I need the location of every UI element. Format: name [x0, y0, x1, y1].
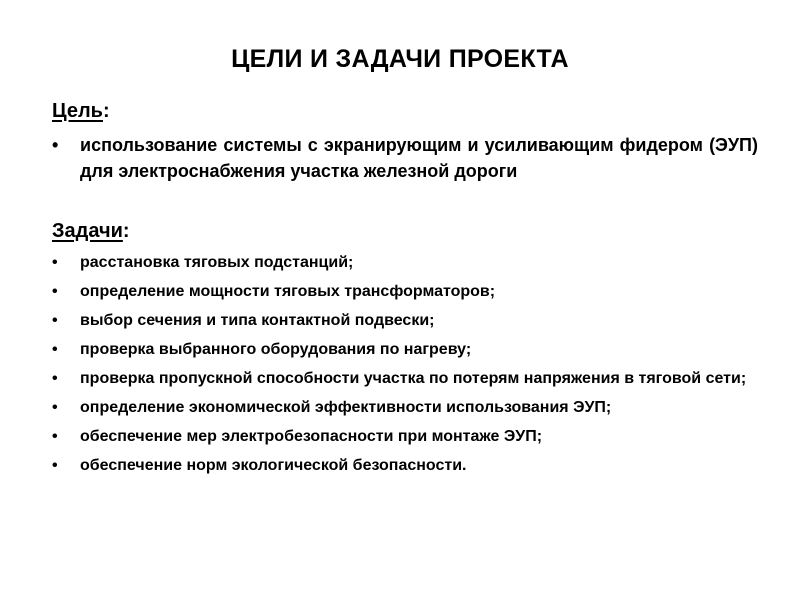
tasks-list	[52, 253, 764, 485]
goal-text: использование системы с экранирующим и усиливающим фидером (ЭУП) для электроснабжения участка железной дороги	[80, 135, 758, 181]
task-text: выбор сечения и типа контактной подвески;	[80, 312, 435, 329]
bullet-icon: •	[52, 135, 59, 155]
task-item	[52, 369, 764, 389]
task-text: обеспечение мер электробезопасности при монтаже ЭУП;	[80, 428, 543, 445]
tasks-heading-colon: :	[122, 220, 130, 242]
task-text: определение мощности тяговых трансформаторов;	[80, 283, 496, 300]
tasks-heading-label: Задачи	[52, 220, 123, 242]
task-item	[52, 282, 764, 302]
task-item	[52, 253, 764, 273]
goal-heading	[52, 100, 110, 123]
goal-heading-label: Цель	[52, 100, 103, 122]
bullet-icon: •	[52, 312, 58, 329]
task-item	[52, 456, 764, 476]
bullet-icon: •	[52, 341, 58, 358]
bullet-icon: •	[52, 457, 58, 474]
bullet-icon: •	[52, 283, 58, 300]
bullet-icon: •	[52, 254, 58, 271]
task-item	[52, 340, 764, 360]
bullet-icon: •	[52, 399, 58, 416]
task-item	[52, 427, 764, 447]
task-text: обеспечение норм экологической безопасности.	[80, 457, 467, 474]
task-item	[52, 398, 764, 418]
task-item	[52, 311, 764, 331]
goal-list-item	[52, 132, 758, 184]
bullet-icon: •	[52, 428, 58, 445]
task-text: определение экономической эффективности использования ЭУП;	[80, 399, 612, 416]
task-text: расстановка тяговых подстанций;	[80, 254, 354, 271]
task-text: проверка выбранного оборудования по нагреву;	[80, 341, 472, 358]
bullet-icon: •	[52, 370, 58, 387]
slide-title: ЦЕЛИ И ЗАДАЧИ ПРОЕКТА	[231, 45, 569, 73]
goal-heading-colon: :	[102, 100, 110, 122]
tasks-heading	[52, 220, 130, 243]
task-text: проверка пропускной способности участка по потерям напряжения в тяговой сети;	[80, 370, 747, 387]
